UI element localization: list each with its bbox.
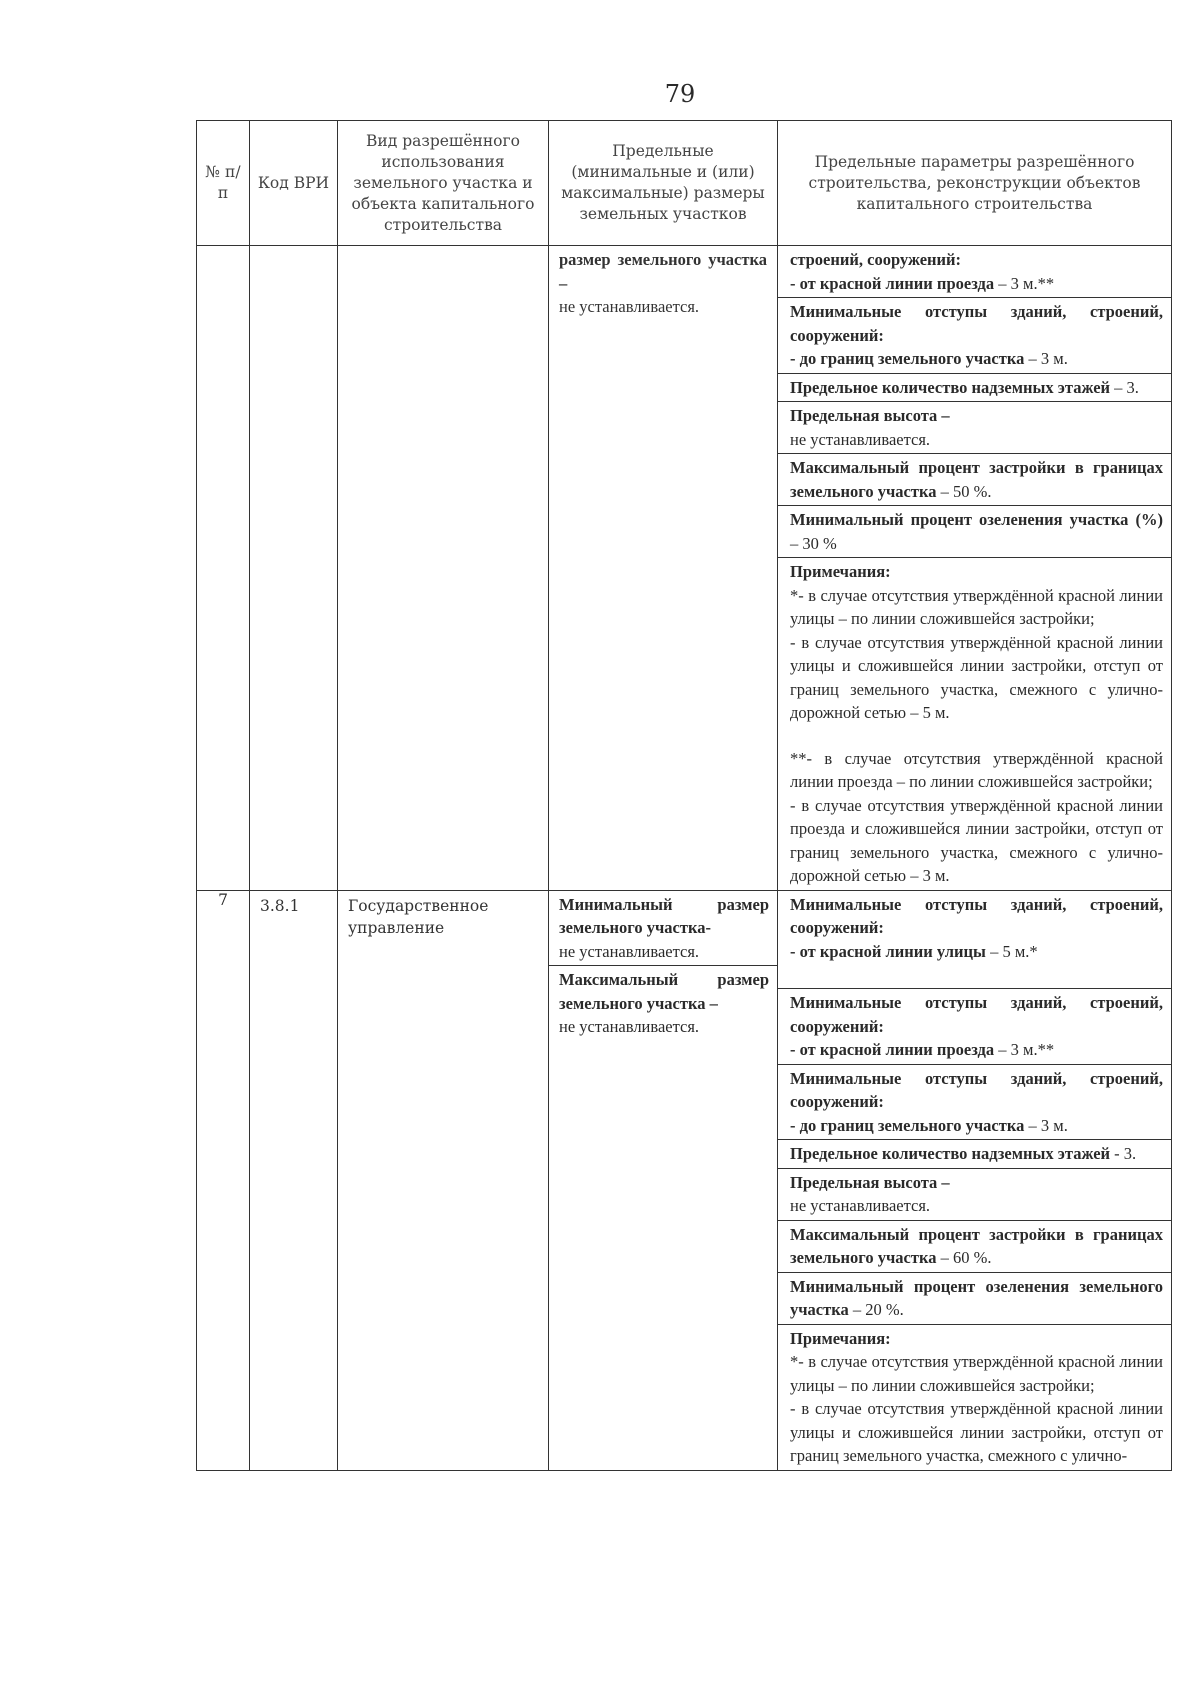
plot-size-max: Максимальный размер земельного участка – не устанавливается. [559, 970, 769, 1036]
table-row-7 [197, 890, 1172, 1470]
plot-size-min: Минимальный размер земельного участка- не устанавливается. [549, 891, 777, 967]
param-block: Предельное количество надземных этажей – 3. [778, 374, 1171, 403]
param-block: Минимальный процент озеленения земельного участка – 20 %. [778, 1273, 1171, 1325]
param-block: Минимальные отступы зданий, строений, сооружений: - от красной линии проезда – 3 м.** [778, 989, 1171, 1065]
param-block: Предельная высота – не устанавливается. [778, 402, 1171, 454]
param-block: Минимальный процент озеленения участка (%) – 30 % [778, 506, 1171, 558]
param-block: Максимальный процент застройки в границах земельного участка – 50 %. [778, 454, 1171, 506]
param-block: Предельная высота – не устанавливается. [778, 1169, 1171, 1221]
note-text: *- в случае отсутствия утверждённой красной линии улицы – по линии сложившейся застройки; [790, 585, 1163, 628]
cell-build-params [778, 246, 1172, 891]
note-text: - в случае отсутствия утверждённой красной линии проезда и сложившейся линии застройки, отступ от границ земельного участка, смежного с улично-дорожной сетью – 3 м. [790, 795, 1163, 885]
header-plot-size: Предельные (минимальные и (или) максимальные) размеры земельных участков [549, 121, 778, 246]
param-block: Минимальные отступы зданий, строений, сооружений: - до границ земельного участка – 3 м. [778, 298, 1171, 374]
cell-num-empty [197, 246, 250, 891]
param-block: Максимальный процент застройки в границах земельного участка – 60 %. [778, 1221, 1171, 1273]
plot-size-value: не устанавливается. [559, 297, 700, 316]
plot-size-bold: размер земельного участка – [559, 250, 767, 293]
note-text: - в случае отсутствия утверждённой красной линии улицы и сложившейся линии застройки, отступ от границ земельного участка, смежного с улично- [790, 1399, 1163, 1465]
cell-type-empty [338, 246, 549, 891]
header-num: № п/п [197, 121, 250, 246]
table-row-continued [197, 246, 1172, 891]
cell-code-empty [250, 246, 338, 891]
header-build-params: Предельные параметры разрешённого строительства, реконструкции объектов капитального строительства [778, 121, 1172, 246]
cell-plot-size [549, 890, 778, 1470]
param-block: Минимальные отступы зданий, строений, сооружений: - от красной линии улицы – 5 м.* [778, 891, 1171, 990]
notes-title: Примечания: [790, 562, 891, 581]
note-text: **- в случае отсутствия утверждённой красной линии проезда – по линии сложившейся застройки; [790, 748, 1163, 791]
regulations-table [196, 120, 1172, 1471]
notes-title: Примечания: [790, 1328, 891, 1348]
cell-code: 3.8.1 [250, 890, 338, 1470]
cell-plot-size [549, 246, 778, 891]
notes-block [778, 558, 1171, 890]
note-text: - в случае отсутствия утверждённой красной линии улицы и сложившейся линии застройки, отступ от границ земельного участка, смежного с улично-дорожной сетью – 5 м. [790, 632, 1163, 722]
header-use-type: Вид разрешённого использования земельного участка и объекта капитального строительства [338, 121, 549, 246]
cell-build-params [778, 890, 1172, 1470]
param-block: строений, сооружений: - от красной линии проезда – 3 м.** [778, 246, 1171, 298]
header-code: Код ВРИ [250, 121, 338, 246]
param-block: Минимальные отступы зданий, строений, сооружений: - до границ земельного участка – 3 м. [778, 1065, 1171, 1141]
note-text: *- в случае отсутствия утверждённой красной линии улицы – по линии сложившейся застройки; [790, 1352, 1163, 1395]
notes-block [778, 1325, 1171, 1470]
param-block: Предельное количество надземных этажей - 3. [778, 1140, 1171, 1169]
table-header-row [197, 121, 1172, 246]
cell-num: 7 [197, 890, 250, 1470]
page-number: 79 [664, 80, 696, 108]
cell-use-type: Государственное управление [338, 890, 549, 1470]
